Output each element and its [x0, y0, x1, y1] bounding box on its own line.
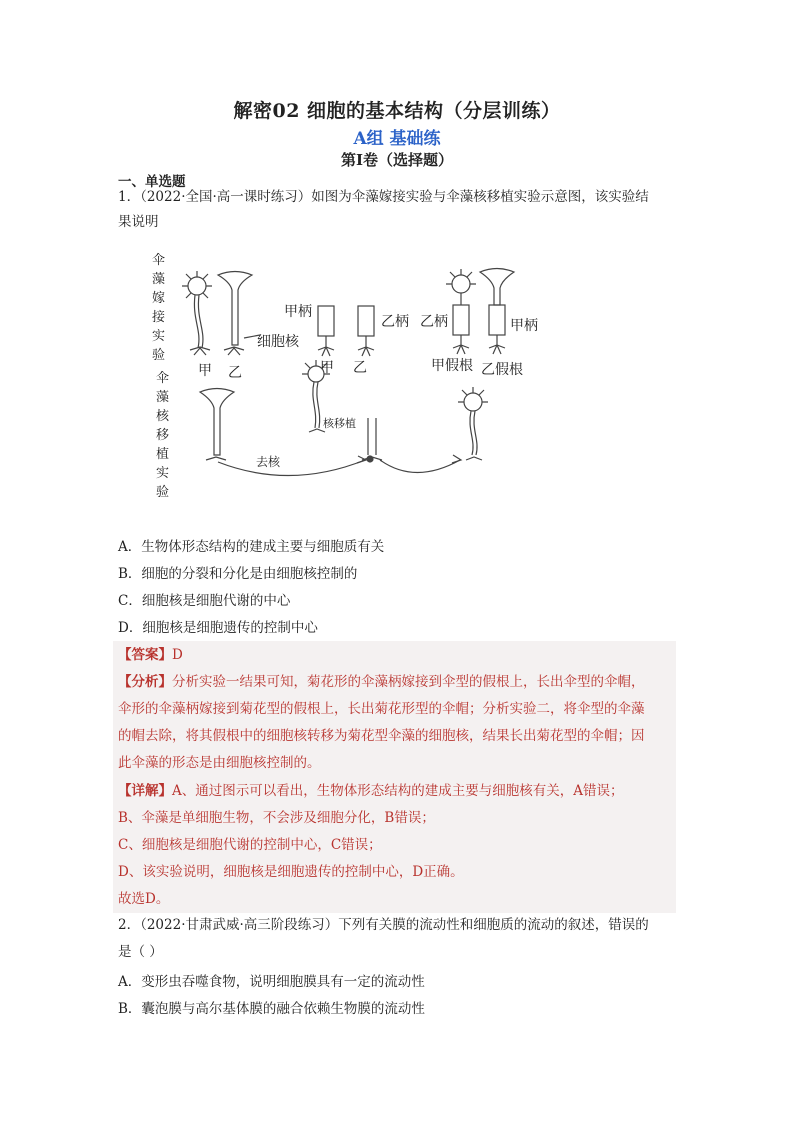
stalk-jia [318, 306, 334, 356]
jia-alga [182, 271, 212, 355]
svg-text:移: 移 [156, 428, 170, 443]
q1-option-a: A．生物体形态结构的建成主要与细胞质有关 [118, 539, 385, 555]
section-heading: 一、单选题 [118, 174, 186, 190]
label-jia-stalk: 甲柄 [284, 304, 312, 320]
graft-side-label [152, 253, 165, 363]
document-title: 解密02 细胞的基本结构（分层训练） [233, 100, 561, 122]
label-jia-2: 甲 [320, 360, 334, 376]
q1-stem-line2: 果说明 [118, 214, 159, 230]
group-heading: A组 基础练 [353, 129, 441, 149]
recipient-stalk [362, 418, 382, 460]
detail-line5: 故选D。 [118, 891, 170, 907]
stalk-yi [358, 306, 374, 356]
q1-stem-line1: 1．（2022·全国·高一课时练习）如图为伞藻嫁接实验与伞藻核移植实验示意图，该实验结 [118, 189, 649, 205]
detail-line1: 【详解】A、通过图示可以看出，生物体形态结构的建成主要与细胞核有关，A错误； [118, 783, 624, 799]
label-jia-stalk-2: 甲柄 [510, 318, 538, 334]
detail-line2: B、伞藻是单细胞生物，不会涉及细胞分化，B错误； [118, 810, 435, 826]
label-yi-stalk: 乙柄 [381, 314, 409, 330]
label-nucleus: 细胞核 [257, 334, 299, 350]
label-yi-2: 乙 [353, 360, 367, 376]
svg-text:藻: 藻 [152, 272, 166, 287]
answer-tag: 【答案】 [118, 647, 172, 663]
label-enucleate: 去核 [256, 455, 281, 469]
umbrella-alga-2 [200, 389, 234, 461]
label-jia-root: 甲假根 [431, 358, 473, 374]
detail-line3: C、细胞核是细胞代谢的控制中心，C错误； [118, 837, 382, 853]
svg-text:伞: 伞 [152, 253, 166, 268]
answer-line [118, 643, 183, 663]
result-flower-2 [458, 387, 488, 460]
svg-text:植: 植 [156, 447, 170, 462]
svg-text:伞: 伞 [156, 371, 170, 386]
q2-stem-line2: 是（ ） [118, 944, 163, 960]
enucleate-arrow [218, 460, 365, 476]
result-flower [446, 269, 476, 354]
svg-text:接: 接 [152, 310, 166, 325]
label-jia: 甲 [198, 363, 212, 379]
answer-value: D [172, 647, 183, 663]
detail-line4: D、该实验说明，细胞核是细胞遗传的控制中心，D正确。 [118, 864, 464, 880]
analysis-line1: 【分析】分析实验一结果可知，菊花形的伞藻柄嫁接到伞型的假根上，长出伞型的伞帽， [118, 674, 645, 690]
svg-text:实: 实 [156, 466, 170, 481]
q1-option-d: D．细胞核是细胞遗传的控制中心 [118, 620, 318, 636]
analysis-tag: 【分析】 [118, 674, 172, 690]
volume-heading: 第Ⅰ卷（选择题） [340, 151, 454, 169]
analysis-line3: 的帽去除，将其假根中的细胞核转移为菊花型伞藻的细胞核，结果长出菊花型的伞帽；因 [118, 728, 645, 744]
svg-text:嫁: 嫁 [152, 291, 166, 306]
experiment-diagram [140, 250, 560, 500]
svg-text:验: 验 [152, 348, 166, 363]
q2-stem-line1: 2．（2022·甘肃武威·高三阶段练习）下列有关膜的流动性和细胞质的流动的叙述，错误的 [118, 917, 649, 933]
label-transplant: 核移植 [323, 417, 356, 430]
yi-alga [218, 272, 252, 356]
q2-option-a: A．变形虫吞噬食物，说明细胞膜具有一定的流动性 [118, 974, 425, 990]
label-yi-root: 乙假根 [481, 362, 523, 378]
acetabularia-experiment-figure [140, 250, 560, 500]
svg-text:核: 核 [156, 409, 170, 424]
svg-text:验: 验 [156, 485, 170, 500]
result-umbrella [480, 269, 514, 355]
svg-text:藻: 藻 [156, 390, 170, 405]
q2-option-b: B．囊泡膜与高尔基体膜的融合依赖生物膜的流动性 [118, 1001, 425, 1017]
analysis-line4: 此伞藻的形态是由细胞核控制的。 [118, 755, 321, 771]
q1-option-c: C．细胞核是细胞代谢的中心 [118, 593, 291, 609]
label-yi-stalk-2: 乙柄 [420, 314, 448, 330]
q1-option-b: B．细胞的分裂和分化是由细胞核控制的 [118, 566, 358, 582]
analysis-line2: 伞形的伞藻柄嫁接到菊花型的假根上，长出菊花形型的伞帽；分析实验二，将伞型的伞藻 [118, 701, 645, 717]
detail-tag: 【详解】 [118, 783, 172, 799]
transplant-side-label [156, 371, 170, 500]
label-yi: 乙 [228, 365, 242, 381]
result-arrow [380, 460, 460, 473]
svg-text:实: 实 [152, 329, 166, 344]
